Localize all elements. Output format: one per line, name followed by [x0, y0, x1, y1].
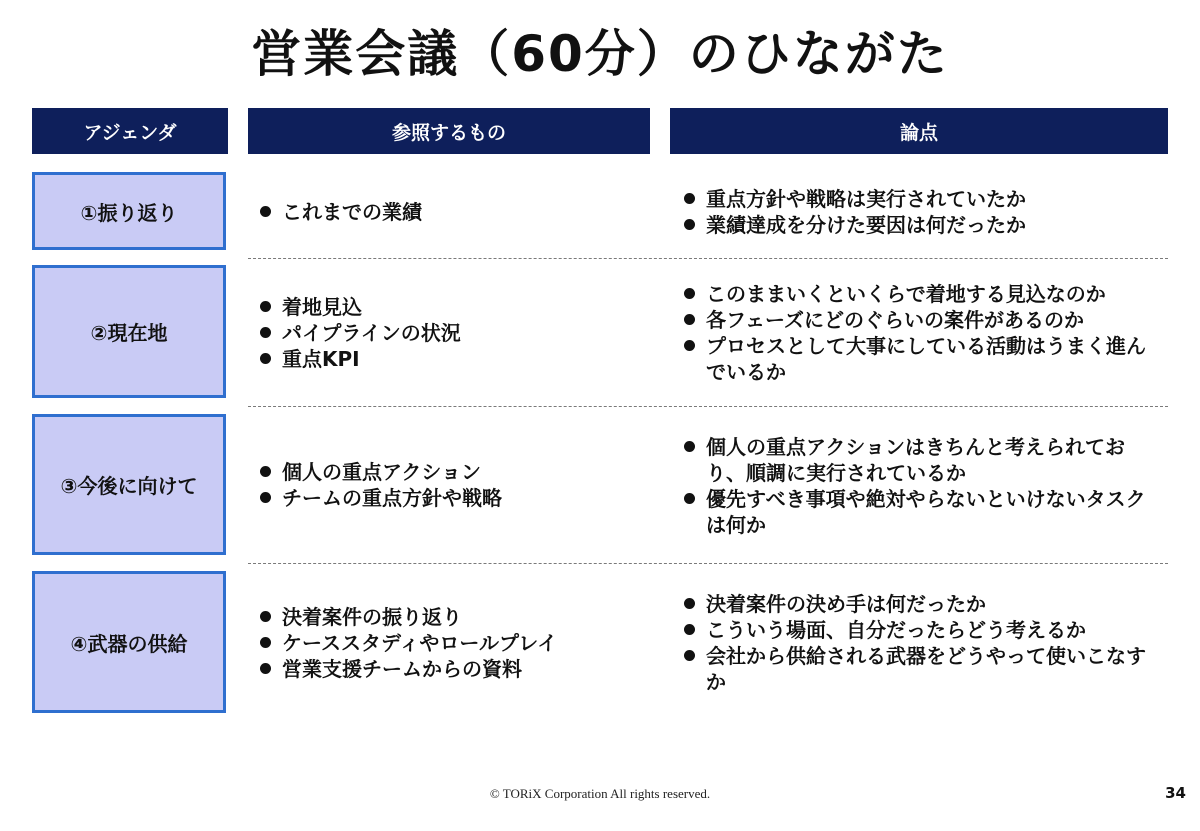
- list-item: プロセスとして大事にしている活動はうまく進んでいるか: [684, 333, 1164, 385]
- row-divider-1: [248, 258, 1168, 259]
- list-item: 個人の重点アクションはきちんと考えられており、順調に実行されているか: [684, 434, 1164, 486]
- reference-list-1: [260, 199, 640, 225]
- bullet-icon: [260, 353, 271, 364]
- bullet-icon: [260, 466, 271, 477]
- page-title: 営業会議（60分）のひながた: [251, 25, 949, 83]
- points-list-2: [684, 281, 1164, 385]
- reference-list-3: [260, 459, 640, 511]
- bullet-icon: [684, 493, 695, 504]
- bullet-icon: [684, 441, 695, 452]
- list-item: 重点KPI: [260, 346, 640, 372]
- bullet-icon: [684, 314, 695, 325]
- points-list-4: [684, 591, 1164, 695]
- list-item: このままいくといくらで着地する見込なのか: [684, 281, 1164, 307]
- bullet-icon: [684, 193, 695, 204]
- bullet-icon: [684, 598, 695, 609]
- header-agenda: アジェンダ: [32, 108, 228, 154]
- reference-list-2: [260, 294, 640, 372]
- list-item: 会社から供給される武器をどうやって使いこなすか: [684, 643, 1164, 695]
- bullet-icon: [260, 206, 271, 217]
- bullet-icon: [260, 663, 271, 674]
- list-item: 業績達成を分けた要因は何だったか: [684, 212, 1164, 238]
- list-item: 優先すべき事項や絶対やらないといけないタスクは何か: [684, 486, 1164, 538]
- list-item: 決着案件の振り返り: [260, 604, 640, 630]
- list-item: 決着案件の決め手は何だったか: [684, 591, 1164, 617]
- row-divider-2: [248, 406, 1168, 407]
- points-list-1: [684, 186, 1164, 238]
- list-item: 重点方針や戦略は実行されていたか: [684, 186, 1164, 212]
- list-item: 着地見込: [260, 294, 640, 320]
- list-item: チームの重点方針や戦略: [260, 485, 640, 511]
- agenda-item-3: ③今後に向けて: [32, 414, 226, 555]
- agenda-item-4: ④武器の供給: [32, 571, 226, 713]
- list-item: 営業支援チームからの資料: [260, 656, 640, 682]
- list-item: 個人の重点アクション: [260, 459, 640, 485]
- bullet-icon: [684, 340, 695, 351]
- bullet-icon: [684, 219, 695, 230]
- list-item: これまでの業績: [260, 199, 640, 225]
- list-item: 各フェーズにどのぐらいの案件があるのか: [684, 307, 1164, 333]
- bullet-icon: [684, 650, 695, 661]
- page-number: 34: [1165, 784, 1186, 802]
- bullet-icon: [260, 327, 271, 338]
- agenda-item-2: ②現在地: [32, 265, 226, 398]
- header-points: 論点: [670, 108, 1168, 154]
- bullet-icon: [260, 492, 271, 503]
- header-reference: 参照するもの: [248, 108, 650, 154]
- copyright-footer: © TORiX Corporation All rights reserved.: [489, 786, 711, 801]
- list-item: こういう場面、自分だったらどう考えるか: [684, 617, 1164, 643]
- reference-list-4: [260, 604, 640, 682]
- bullet-icon: [684, 624, 695, 635]
- bullet-icon: [260, 637, 271, 648]
- list-item: パイプラインの状況: [260, 320, 640, 346]
- list-item: ケーススタディやロールプレイ: [260, 630, 640, 656]
- row-divider-3: [248, 563, 1168, 564]
- agenda-item-1: ①振り返り: [32, 172, 226, 250]
- bullet-icon: [260, 301, 271, 312]
- points-list-3: [684, 434, 1164, 538]
- bullet-icon: [260, 611, 271, 622]
- bullet-icon: [684, 288, 695, 299]
